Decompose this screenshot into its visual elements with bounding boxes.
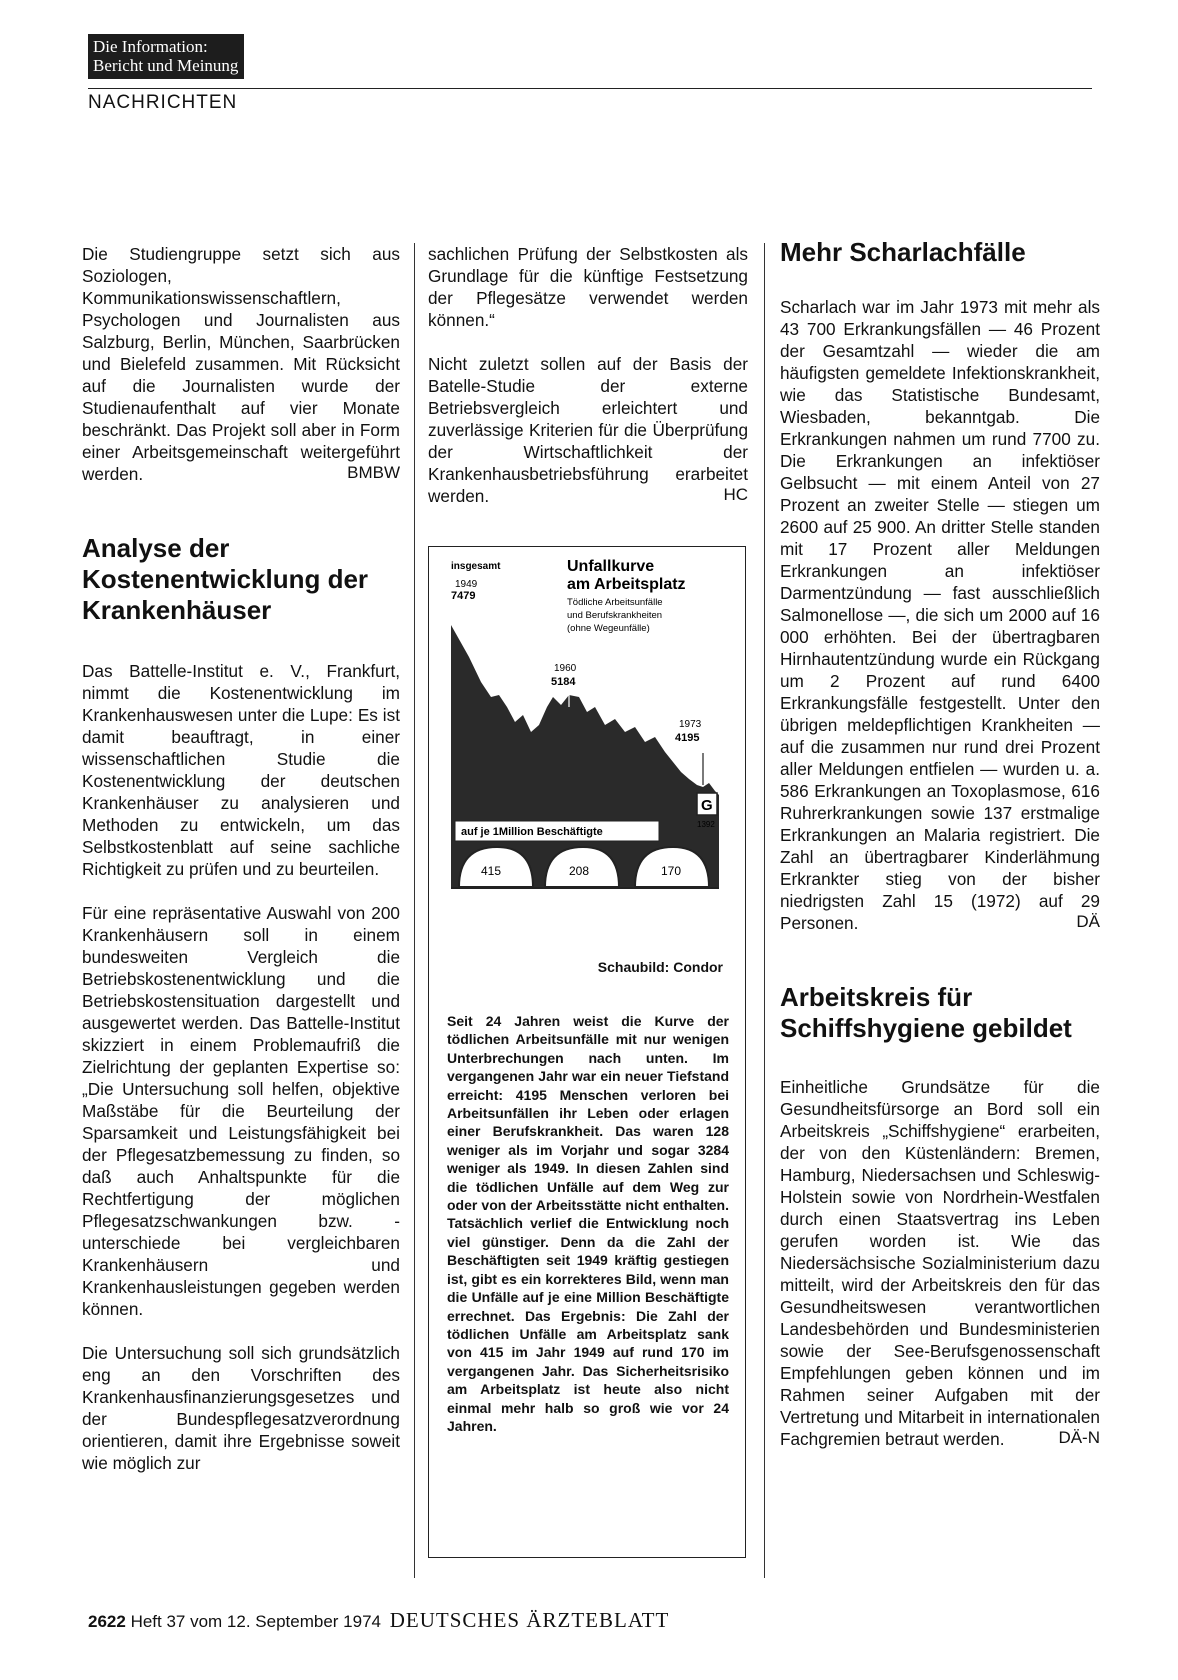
column-2 <box>428 243 748 505</box>
article-paragraph: Das Battelle-Institut e. V., Frankfurt, nimmt die Kostenentwicklung im Krankenhauswesen unter die Lupe: Es ist damit beauftragt, in einer wissenschaftlichen Studie die Kostenentwicklung der deutschen Krankenhäuser zu analysieren und Methoden zu entwickeln, um das Selbstkostenblatt auf seine sachliche Richtigkeit zu prüfen und zu beurteilen. <box>82 661 400 879</box>
figure-subtitle-line-3: (ohne Wegeunfälle) <box>567 623 650 634</box>
figure-subtitle-line-1: Tödliche Arbeitsunfälle <box>567 597 663 608</box>
article-paragraph: Für eine repräsentative Auswahl von 200 Krankenhäusern soll in einem bundesweiten Vergleich die Betriebskostenentwicklung und die Betriebskostensituation dargestellt und ausgewertet werden. Das Battelle-Institut skizziert in einem Problemaufriß die Zielrichtung der geplanten Expertise so: „Die Untersuchung soll helfen, objektive Maßstäbe für die Beurteilung der Sparsamkeit und Leistungsfähigkeit bei der Pflegesatzbemessung zu finden, so daß auch Anhaltspunkte für die Rechtfertigung der möglichen Pflegesatzschwankungen bzw. -unterschiede bei vergleichbaren Krankenhäusern und Krankenhausleistungen gegeben werden können. <box>82 903 400 1319</box>
publisher-logo-code: 1392 <box>697 820 715 829</box>
column-3 <box>780 237 1100 1449</box>
article-paragraph: Die Studiengruppe setzt sich aus Soziologen, Kommunikationswissenschaftlern, Psychologen und Journalisten aus Salzburg, Berlin, München, Saarbrücken und Bielefeld zusammen. Mit Rücksicht auf die Journalisten wurde der Studienaufenthalt auf vier Monate beschränkt. Das Projekt soll aber in Form einer Arbeitsgemeinschaft weitergeführt werden. <box>82 244 400 484</box>
column-1 <box>82 243 400 1474</box>
figure-title-line-1: Unfallkurve <box>567 558 655 575</box>
article-heading: Mehr Scharlachfälle <box>780 237 1026 267</box>
author-signature: DÄ-N <box>1058 1428 1100 1447</box>
masthead-line-2: Bericht und Meinung <box>93 56 239 75</box>
publisher-logo-letter: G <box>701 797 713 814</box>
article-paragraph: sachlichen Prüfung der Selbstkosten als Grundlage für die künftige Festsetzung der Pflegesätze verwendet werden können.“ <box>428 244 748 330</box>
helmet-value-1960: 208 <box>569 864 590 878</box>
figure-title-line-2: am Arbeitsplatz <box>567 576 686 593</box>
value-1960-label: 5184 <box>551 676 576 688</box>
issue-info: Heft 37 vom 12. September 1974 <box>130 1612 381 1631</box>
masthead <box>88 34 244 79</box>
article-paragraph: Einheitliche Grundsätze für die Gesundheitsfürsorge an Bord soll ein Arbeitskreis „Schiffshygiene“ erarbeiten, der von den Küstenländern: Bremen, Hamburg, Niedersachsen und Schleswig-Holstein sowie von Nordrhein-Westfalen durch einen Staatsvertrag ins Leben gerufen worden ist. Wie das Niedersächsische Sozialministerium dazu mitteilt, wird der Arbeitskreis den für das Gesundheitswesen verantwortlichen Landesbehörden und Bundesministerien sowie der See-Berufsgenossenschaft Empfehlungen geben können und im Rahmen seiner Aufgaben mit der Vertretung und Mitarbeit in internationalen Fachgremien betraut werden. <box>780 1077 1100 1449</box>
banner-label: auf je 1Million Beschäftigte <box>461 826 603 838</box>
figure-subtitle-line-2: und Berufskrankheiten <box>567 610 663 621</box>
column-divider <box>764 243 765 1578</box>
column-divider <box>414 243 415 1578</box>
article-paragraph: Nicht zuletzt sollen auf der Basis der Batelle-Studie der externe Betriebsvergleich erleichtert und zuverlässige Kriterien für die Überprüfung der Wirtschaftlichkeit der Krankenhausbetriebsführung erarbeitet werden. <box>428 354 748 506</box>
total-label: insgesamt <box>451 561 501 572</box>
value-1973-label: 4195 <box>675 732 700 744</box>
year-1949-label: 1949 <box>455 579 478 590</box>
page-number: 2622 <box>88 1612 126 1631</box>
figure-credit: Schaubild: Condor <box>597 959 723 975</box>
author-signature: HC <box>723 485 748 504</box>
author-signature: DÄ <box>1076 912 1100 931</box>
article-heading: Arbeitskreis für Schiffshygiene gebildet <box>780 982 1072 1043</box>
article-paragraph: Die Untersuchung soll sich grundsätzlich eng an den Vorschriften des Krankenhausfinanzierungsgesetzes und der Bundespflegesatzverordnung orientieren, damit ihre Ergebnisse soweit wie möglich zur <box>82 1343 400 1473</box>
year-1973-label: 1973 <box>679 719 702 730</box>
article-heading: Analyse der Kostenentwicklung der Krankenhäuser <box>82 533 369 625</box>
author-signature: BMBW <box>347 463 400 482</box>
masthead-line-1: Die Information: <box>93 37 208 56</box>
year-1960-label: 1960 <box>554 663 577 674</box>
helmet-value-1973: 170 <box>661 864 682 878</box>
figure-caption: Seit 24 Jahren weist die Kurve der tödlichen Arbeitsunfälle mit nur wenigen Unterbrechungen nach unten. Im vergangenen Jahr war ein neuer Tiefstand erreicht: 4195 Menschen verloren bei Arbeitsunfällen ihr Leben oder erlagen einer Berufskrankheit. Das waren 128 weniger als im Vorjahr und sogar 3284 weniger als 1949. In diesen Zahlen sind die tödlichen Unfälle auf dem Weg zur oder von der Arbeitsstätte nicht enthalten. Tatsächlich verlief die Entwicklung noch viel günstiger. Denn da die Zahl der Beschäftigten seit 1949 kräftig gestiegen ist, gibt es ein korrekteres Bild, wenn man die Unfälle auf je eine Million Beschäftigte errechnet. Das Ergebnis: Die Zahl der tödlichen Unfälle am Arbeitsplatz sank von 415 im Jahr 1949 auf rund 170 im vergangenen Jahr. Das Sicherheitsrisiko am Arbeitsplatz ist heute also nicht einmal mehr halb so groß wie vor 24 Jahren. <box>447 1013 729 1434</box>
top-rule <box>88 88 1092 89</box>
infographic-box <box>428 546 746 1558</box>
journal-name: DEUTSCHES ÄRZTEBLATT <box>389 1608 670 1632</box>
helmet-value-1949: 415 <box>481 864 502 878</box>
section-label: NACHRICHTEN <box>88 92 238 113</box>
article-paragraph: Scharlach war im Jahr 1973 mit mehr als 43 700 Erkrankungsfällen — 46 Prozent der Gesamtzahl — wieder die am häufigsten gemeldete Infektionskrankheit, wie das Statistische Bundesamt, Wiesbaden, bekanntgab. Die Erkrankungen nahmen um rund 7700 zu. Die Erkrankungen an infektiöser Gelbsucht — mit einem Anteil von 27 Prozent an zweiter Stelle — stiegen um 2600 auf 25 900. An dritter Stelle standen mit 17 Prozent aller Meldungen Erkrankungen an infektiöser Darmentzündung — fast ausschließlich Salmonellose —, die sich um 2000 auf 16 000 erhöhten. Bei der übertragbaren Hirnhautentzündung wurde ein Rückgang um 2 Prozent auf rund 6400 Erkrankungsfälle festgestellt. Unter den übrigen meldepflichtigen Krankheiten — auf die zusammen nur rund drei Prozent aller Meldungen entfielen — wurden u. a. 586 Erkrankungen an Toxoplasmose, 616 Ruhrerkrankungen sowie 137 erstmalige Erkrankungen an Malaria registriert. Die Zahl an übertragbarer Kinderlähmung Erkrankter stieg von der bisher niedrigsten Zahl 15 (1972) auf 29 Personen. <box>780 297 1100 933</box>
value-1949-label: 7479 <box>451 590 476 602</box>
page-footer <box>88 1608 669 1633</box>
